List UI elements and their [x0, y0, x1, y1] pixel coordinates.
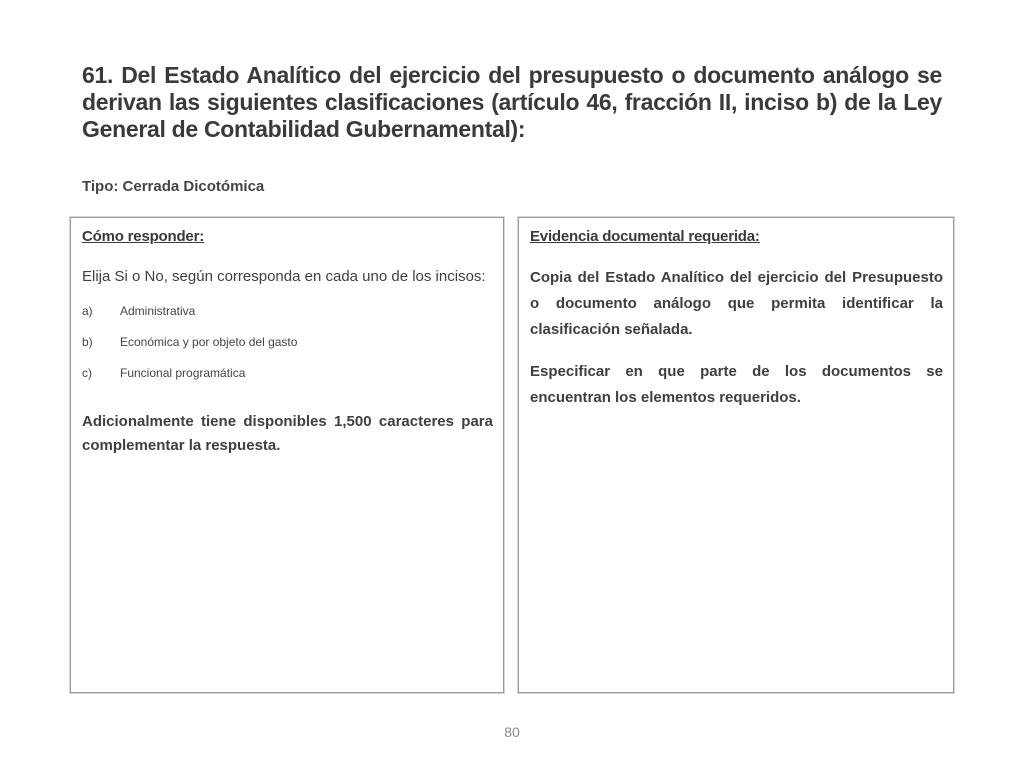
evidence-paragraph-specify: Especificar en que parte de los documentos se encuentran los elementos requeridos.	[530, 363, 943, 406]
option-item-c	[82, 365, 493, 396]
option-letter: a)	[82, 304, 93, 318]
option-item-b	[82, 334, 493, 365]
option-text: Administrativa	[120, 304, 196, 318]
option-text: Económica y por objeto del gasto	[120, 335, 298, 349]
option-letter: c)	[82, 366, 92, 380]
page-number: 80	[504, 724, 520, 740]
required-evidence-heading: Evidencia documental requerida:	[530, 228, 760, 245]
instruction-text: Elija Si o No, según corresponda en cada uno de los incisos:	[82, 268, 486, 285]
question-type: Tipo: Cerrada Dicotómica	[82, 178, 265, 195]
option-letter: b)	[82, 335, 93, 349]
how-to-answer-box	[70, 217, 504, 693]
required-evidence-box	[518, 217, 954, 693]
how-to-answer-heading: Cómo responder:	[82, 228, 205, 245]
evidence-paragraph-copy: Copia del Estado Analítico del ejercicio del Presupuesto o documento análogo que permita identificar la clasificación señalada.	[530, 269, 943, 338]
option-text: Funcional programática	[120, 366, 246, 380]
additional-characters-note: Adicionalmente tiene disponibles 1,500 caracteres para complementar la respuesta.	[82, 413, 493, 454]
question-title: 61. Del Estado Analítico del ejercicio del presupuesto o documento análogo se derivan las siguientes clasificaciones (artículo 46, fracción II, inciso b) de la Ley General de Contabilidad Gubernamental):	[82, 62, 942, 142]
options-list	[82, 303, 493, 396]
option-item-a	[82, 303, 493, 334]
